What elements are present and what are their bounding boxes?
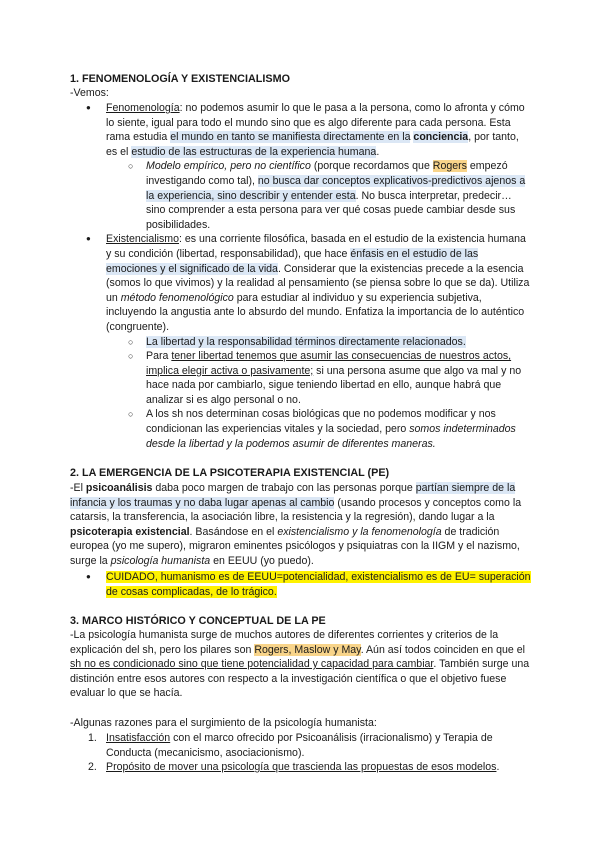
section-3-numbered-list <box>70 731 532 775</box>
bullet-existencialismo: ● Existencialismo: es una corriente filosófica, basada en el estudio de la existencia humana y su condición (libertad, responsabilidad), que hace énfasis en el estudio de las emociones y el significado de la vida. Considerar que la existencias precede a la esencia (somos lo que vivimos) y la realidad al pensamiento (se piensa sobre lo que se da). Utiliza un método fenomenológico para estudiar al individuo y su experiencia subjetiva, incluyendo la angustia ante lo absurdo del mundo. Enfatiza la importancia de lo auténtico (congruente). ○ La libertad y la responsabilidad términos directamente relacionados. ○ Para tener libertad tenemos que asumir las consecuencias de nuestros actos, implica elegir activa o pasivamente; si una persona asume que algo va mal y no hace nada por cambiarlo, sigue teniendo libertad en ello, aunque habrá que analizar si es algo personal o no. ○ A los sh nos determinan cosas biológicas que no podemos modificar y nos condicionan las experiencias vitales y la sociedad, pero somos indeterminados desde la libertad y la podemos asumir de diferentes maneras. <box>70 232 532 451</box>
section-2-paragraph: -El psicoanálisis daba poco margen de trabajo con las personas porque partían siempre de la infancia y los traumas y no daba lugar apenas al cambio (usando procesos y conceptos como la catarsis, la transferencia, la asociación libre, la resistencia y la regresión), dando lugar a la psicoterapia existencial. Basándose en el existencialismo y la fenomenología de tradición europea (yo me supero), migraron eminentes psicólogos y psiquiatras con la IIGM y el nazismo, surge la psicología humanista en EEUU (yo puedo). <box>70 482 522 567</box>
section-3-title: 3. MARCO HISTÓRICO Y CONCEPTUAL DE LA PE <box>70 615 326 627</box>
term-existencialismo: Existencialismo <box>106 233 180 246</box>
sub-bullet-tener-libertad: ○ Para tener libertad tenemos que asumir las consecuencias de nuestros actos, implica elegir activa o pasivamente; si una persona asume que algo va mal y no hace nada por cambiarlo, sigue teniendo libertad en ello, aunque habrá que analizar si es algo personal o no. <box>70 349 532 407</box>
section-2-title: 2. LA EMERGENCIA DE LA PSICOTERAPIA EXISTENCIAL (PE) <box>70 467 390 479</box>
numbered-item-2: 2. Propósito de mover una psicología que trascienda las propuestas de esos modelos. <box>88 761 500 774</box>
bullet-cuidado: ● CUIDADO, humanismo es de EEUU=potencialidad, existencialismo es de EU= superación de cosas complicadas, de lo trágico. <box>70 570 532 599</box>
section-1-list <box>70 101 532 451</box>
names-pilares: Rogers, Maslow y May <box>254 643 361 656</box>
bullet-fenomenologia: ● Fenomenología: no podemos asumir lo que le pasa a la persona, como lo afronta y cómo lo siente, igual para todo el mundo sino que es algo diferente para cada persona. Esta rama estudia el mundo en tanto se manifiesta directamente en la conciencia, por tanto, es el estudio de las estructuras de la experiencia humana. ○ Modelo empírico, pero no científico (porque recordamos que Rogers empezó investigando como tal), no busca dar conceptos explicativos-predictivos ajenos a la experiencia, sino describir y entender esta. No busca interpretar, predecir… sino comprender a esta persona para ver qué cosas puede cambiar desde sus posibilidades. <box>70 101 532 232</box>
term-fenomenologia: Fenomenología <box>106 102 180 114</box>
section-1-title: 1. FENOMENOLOGÍA Y EXISTENCIALISMO <box>70 73 290 85</box>
section-3-paragraph-1: -La psicología humanista surge de muchos autores de diferentes corrientes y criterios de la explicación del sh, pero los pilares son Rogers, Maslow y May. Aún así todos coinciden en que el sh no es condicionado sino que tiene potencialidad y capacidad para cambiar. También surge una distinción entre esos autores con respecto a la investigación científica o que el objetivo fuese evaluar lo que se hacía. <box>70 629 530 700</box>
section-2-list <box>70 570 532 599</box>
numbered-item-1: 1. Insatisfacción con el marco ofrecido por Psicoanálisis (irracionalismo) y Terapia de Conducta (mecanicismo, asociacionismo). <box>88 732 493 759</box>
name-rogers: Rogers <box>432 160 467 173</box>
sub-bullet-modelo-empirico: ○ Modelo empírico, pero no científico (porque recordamos que Rogers empezó investigando como tal), no busca dar conceptos explicativos-predictivos ajenos a la experiencia, sino describir y entender esta. No busca interpretar, predecir… sino comprender a esta persona para ver qué cosas puede cambiar desde sus posibilidades. <box>70 159 532 232</box>
section-1-intro: -Vemos: <box>70 87 109 99</box>
section-3-paragraph-2: -Algunas razones para el surgimiento de la psicología humanista: <box>70 717 377 729</box>
sub-bullet-libertad: ○ La libertad y la responsabilidad términos directamente relacionados. <box>70 335 532 350</box>
sub-bullet-determinan: ○ A los sh nos determinan cosas biológicas que no podemos modificar y nos condicionan las experiencias vitales y la sociedad, pero somos indeterminados desde la libertad y la podemos asumir de diferentes maneras. <box>70 407 532 451</box>
